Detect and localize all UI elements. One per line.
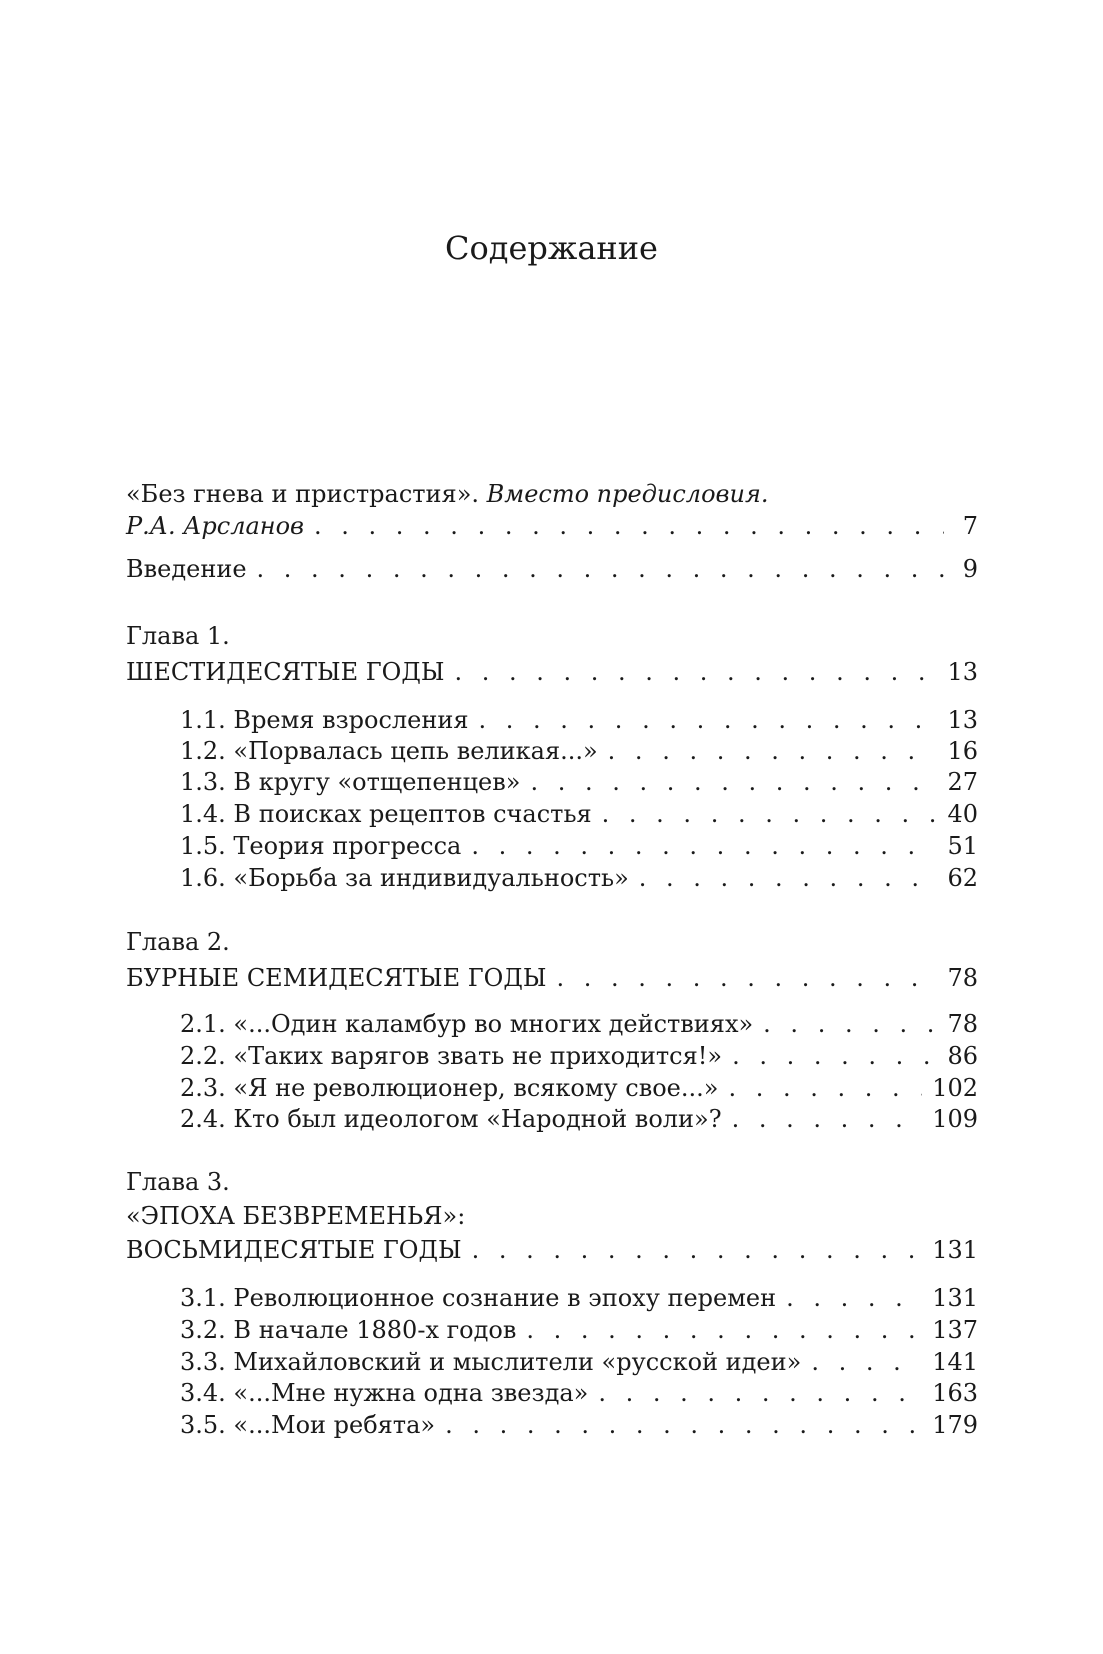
page-number: 51 [947,832,978,860]
section-title: 3.5. «...Мои ребята» [180,1411,436,1439]
page-number: 131 [932,1284,978,1312]
chapter-title: ВОСЬМИДЕСЯТЫЕ ГОДЫ [126,1236,462,1264]
section-title: 1.6. «Борьба за индивидуальность» [180,864,629,892]
dot-leader [811,1346,922,1378]
section-title: 1.2. «Порвалась цепь великая...» [180,737,598,765]
chapter-label: Глава 2. [126,928,230,956]
dot-leader [608,735,938,767]
dot-leader [530,766,937,798]
page-number: 9 [962,555,978,583]
page-number: 40 [947,800,978,828]
dot-leader [314,510,944,542]
section-title: 1.4. В поисках рецептов счастья [180,800,592,828]
page-number: 163 [932,1379,978,1407]
toc-entry-section[interactable] [180,766,978,798]
toc-entry-section[interactable] [180,704,978,736]
chapter-label: Глава 1. [126,622,230,650]
toc-entry-section[interactable] [180,1346,978,1378]
dot-leader [454,656,937,688]
toc-entry-section[interactable] [180,1008,978,1040]
preface-title-italic: Вместо предисловия. [486,480,769,508]
toc-entry-section[interactable] [180,1314,978,1346]
page-number: 13 [947,706,978,734]
toc-entry-chapter-2[interactable] [126,962,978,994]
dot-leader [786,1282,922,1314]
page-number: 141 [932,1348,978,1376]
preface-title[interactable] [126,478,768,510]
section-title: 3.3. Михайловский и мыслители «русской идеи» [180,1348,802,1376]
page-number: 109 [932,1105,978,1133]
intro-label: Введение [126,555,247,583]
page-number: 7 [962,512,978,540]
toc-entry-section[interactable] [180,830,978,862]
section-title: 2.2. «Таких варягов звать не приходится!» [180,1042,723,1070]
page-number: 62 [947,864,978,892]
page-number: 13 [947,658,978,686]
dot-leader [526,1314,922,1346]
dot-leader [556,962,937,994]
toc-entry-section[interactable] [180,862,978,894]
section-title: 2.1. «...Один каламбур во многих действиях» [180,1010,754,1038]
page-number: 78 [947,964,978,992]
section-title: 2.4. Кто был идеологом «Народной воли»? [180,1105,722,1133]
toc-entry-section[interactable] [180,1072,978,1104]
section-title: 1.3. В кругу «отщепенцев» [180,768,521,796]
preface-author: Р.А. Арсланов [126,512,305,540]
chapter-title: ШЕСТИДЕСЯТЫЕ ГОДЫ [126,658,445,686]
page-number: 137 [932,1316,978,1344]
preface-title-text: «Без гнева и пристрастия». [126,480,480,508]
toc-entry-section[interactable] [180,1040,978,1072]
toc-entry-section[interactable] [180,735,978,767]
page-number: 131 [932,1236,978,1264]
dot-leader [445,1409,922,1441]
toc-entry-chapter-3[interactable] [126,1234,978,1266]
page-number: 16 [947,737,978,765]
page-number: 179 [932,1411,978,1439]
section-title: 3.4. «...Мне нужна одна звезда» [180,1379,589,1407]
dot-leader [732,1103,923,1135]
toc-entry-intro[interactable] [126,553,978,585]
page-number: 86 [947,1042,978,1070]
section-title: 3.1. Революционное сознание в эпоху перемен [180,1284,777,1312]
dot-leader [472,1234,923,1266]
page-title: Содержание [445,229,658,267]
chapter-title: БУРНЫЕ СЕМИДЕСЯТЫЕ ГОДЫ [126,964,547,992]
chapter-label: Глава 3. [126,1168,230,1196]
toc-entry-preface[interactable] [126,510,978,542]
toc-entry-section[interactable] [180,1282,978,1314]
page-number: 102 [932,1074,978,1102]
dot-leader [639,862,938,894]
toc-entry-section[interactable] [180,1377,978,1409]
section-title: 1.5. Теория прогресса [180,832,462,860]
section-title: 3.2. В начале 1880-х годов [180,1316,517,1344]
chapter-title: «ЭПОХА БЕЗВРЕМЕНЬЯ»: [126,1202,466,1230]
page-number: 78 [947,1010,978,1038]
dot-leader [479,704,938,736]
section-title: 1.1. Время взросления [180,706,469,734]
dot-leader [732,1040,937,1072]
toc-entry-section[interactable] [180,1409,978,1441]
dot-leader [602,798,938,830]
toc-entry-section[interactable] [180,1103,978,1135]
dot-leader [257,553,944,585]
page-number: 27 [947,768,978,796]
section-title: 2.3. «Я не революционер, всякому свое...» [180,1074,719,1102]
toc-entry-section[interactable] [180,798,978,830]
dot-leader [471,830,937,862]
dot-leader [598,1377,922,1409]
dot-leader [763,1008,937,1040]
toc-entry-chapter-1[interactable] [126,656,978,688]
dot-leader [728,1072,922,1104]
